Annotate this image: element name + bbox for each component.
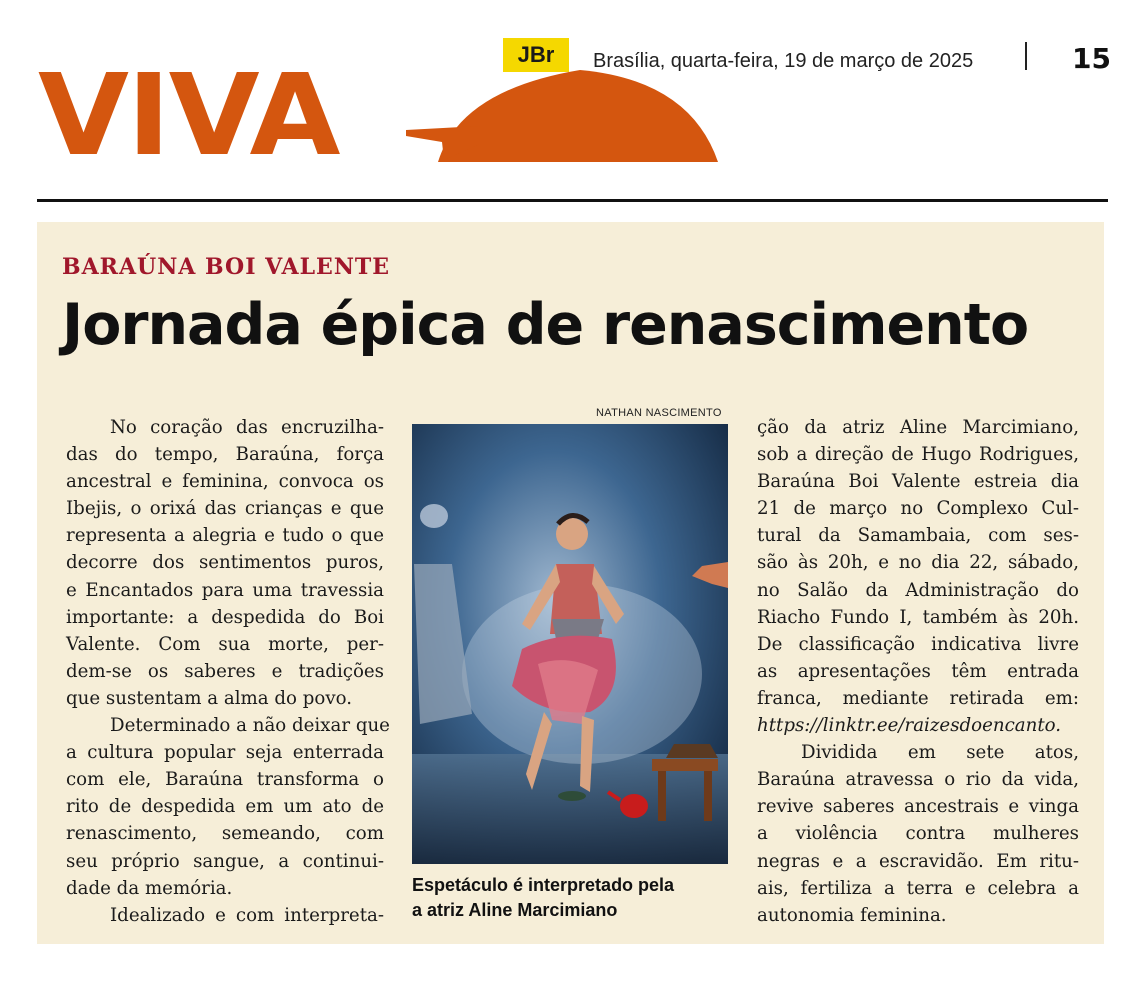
text-line: Idealizado e com interpreta- <box>110 904 384 926</box>
text-line: a violência contra mulheres <box>757 823 1079 845</box>
text-line: 21 de março no Complexo Cul- <box>757 498 1079 520</box>
dateline: Brasília, quarta-feira, 19 de março de 2025 <box>593 50 974 72</box>
stage-photo <box>412 424 728 864</box>
link-text[interactable]: https://linktr.ee/raizesdoencanto. <box>757 715 1062 737</box>
caption-line: a atriz Aline Marcimiano <box>412 900 618 920</box>
text-line: a cultura popular seja enterrada <box>66 742 384 764</box>
caption-line: Espetáculo é interpretado pela <box>412 875 675 895</box>
text-line: Riacho Fundo I, também às 20h. <box>757 606 1079 628</box>
text-line: no Salão da Administração do <box>757 579 1079 601</box>
text-line: franca, mediante retirada em: <box>757 687 1079 709</box>
text-line: representa a alegria e tudo o que <box>66 525 384 547</box>
text-line: rito de despedida em um ato de <box>66 796 384 818</box>
text-line: dem-se os saberes e tradições <box>66 660 384 682</box>
text-line: decorre dos sentimentos puros, <box>66 552 384 574</box>
text-line: importante: a despedida do Boi <box>66 606 384 628</box>
text-line: Baraúna Boi Valente estreia dia <box>757 471 1079 493</box>
text-line: tural da Samambaia, com ses- <box>757 525 1079 547</box>
text-line: De classificação indicativa livre <box>757 633 1079 655</box>
text-line: ancestral e feminina, convoca os <box>66 471 384 493</box>
sun-logo-icon <box>400 60 730 170</box>
article-column-1 <box>66 414 390 929</box>
masthead-rule <box>37 199 1108 202</box>
text-line: autonomia feminina. <box>757 904 947 926</box>
page-number: 15 <box>1072 42 1111 75</box>
section-title: VIVA <box>38 51 339 181</box>
text-line: ais, fertiliza a terra e celebra a <box>757 877 1079 899</box>
text-line: são às 20h, e no dia 22, sábado, <box>757 552 1079 574</box>
photo-caption <box>412 873 742 923</box>
text-line: seu próprio sangue, a continui- <box>66 850 384 872</box>
text-line: Determinado a não deixar que <box>110 715 390 737</box>
article-column-3 <box>757 414 1079 929</box>
text-line: Ibejis, o orixá das crianças e que <box>66 498 384 520</box>
text-line: renascimento, semeando, com <box>66 823 384 845</box>
text-line: No coração das encruzilha- <box>110 417 384 438</box>
text-line: Valente. Com sua morte, per- <box>66 633 384 655</box>
text-line: com ele, Baraúna transforma o <box>66 769 384 791</box>
text-line: sob a direção de Hugo Rodrigues, <box>757 444 1079 466</box>
text-line: revive saberes ancestrais e vinga <box>757 796 1079 818</box>
article-kicker: BARAÚNA BOI VALENTE <box>62 254 391 280</box>
text-line: dade da memória. <box>66 877 233 899</box>
text-line: as apresentações têm entrada <box>757 660 1079 682</box>
article-headline: Jornada épica de renascimento <box>62 292 1029 358</box>
text-line: ção da atriz Aline Marcimiano, <box>757 417 1079 438</box>
text-line: e Encantados para uma travessia <box>66 579 384 601</box>
photo-credit: NATHAN NASCIMENTO <box>596 407 722 419</box>
jbr-badge: JBr <box>503 38 569 72</box>
text-line: Baraúna atravessa o rio da vida, <box>757 769 1079 791</box>
text-line: das do tempo, Baraúna, força <box>66 444 384 466</box>
text-line: negras e a escravidão. Em ritu- <box>757 850 1079 872</box>
text-line: que sustentam a alma do povo. <box>66 687 353 709</box>
text-line: Dividida em sete atos, <box>801 742 1079 764</box>
header-divider <box>1025 42 1027 70</box>
